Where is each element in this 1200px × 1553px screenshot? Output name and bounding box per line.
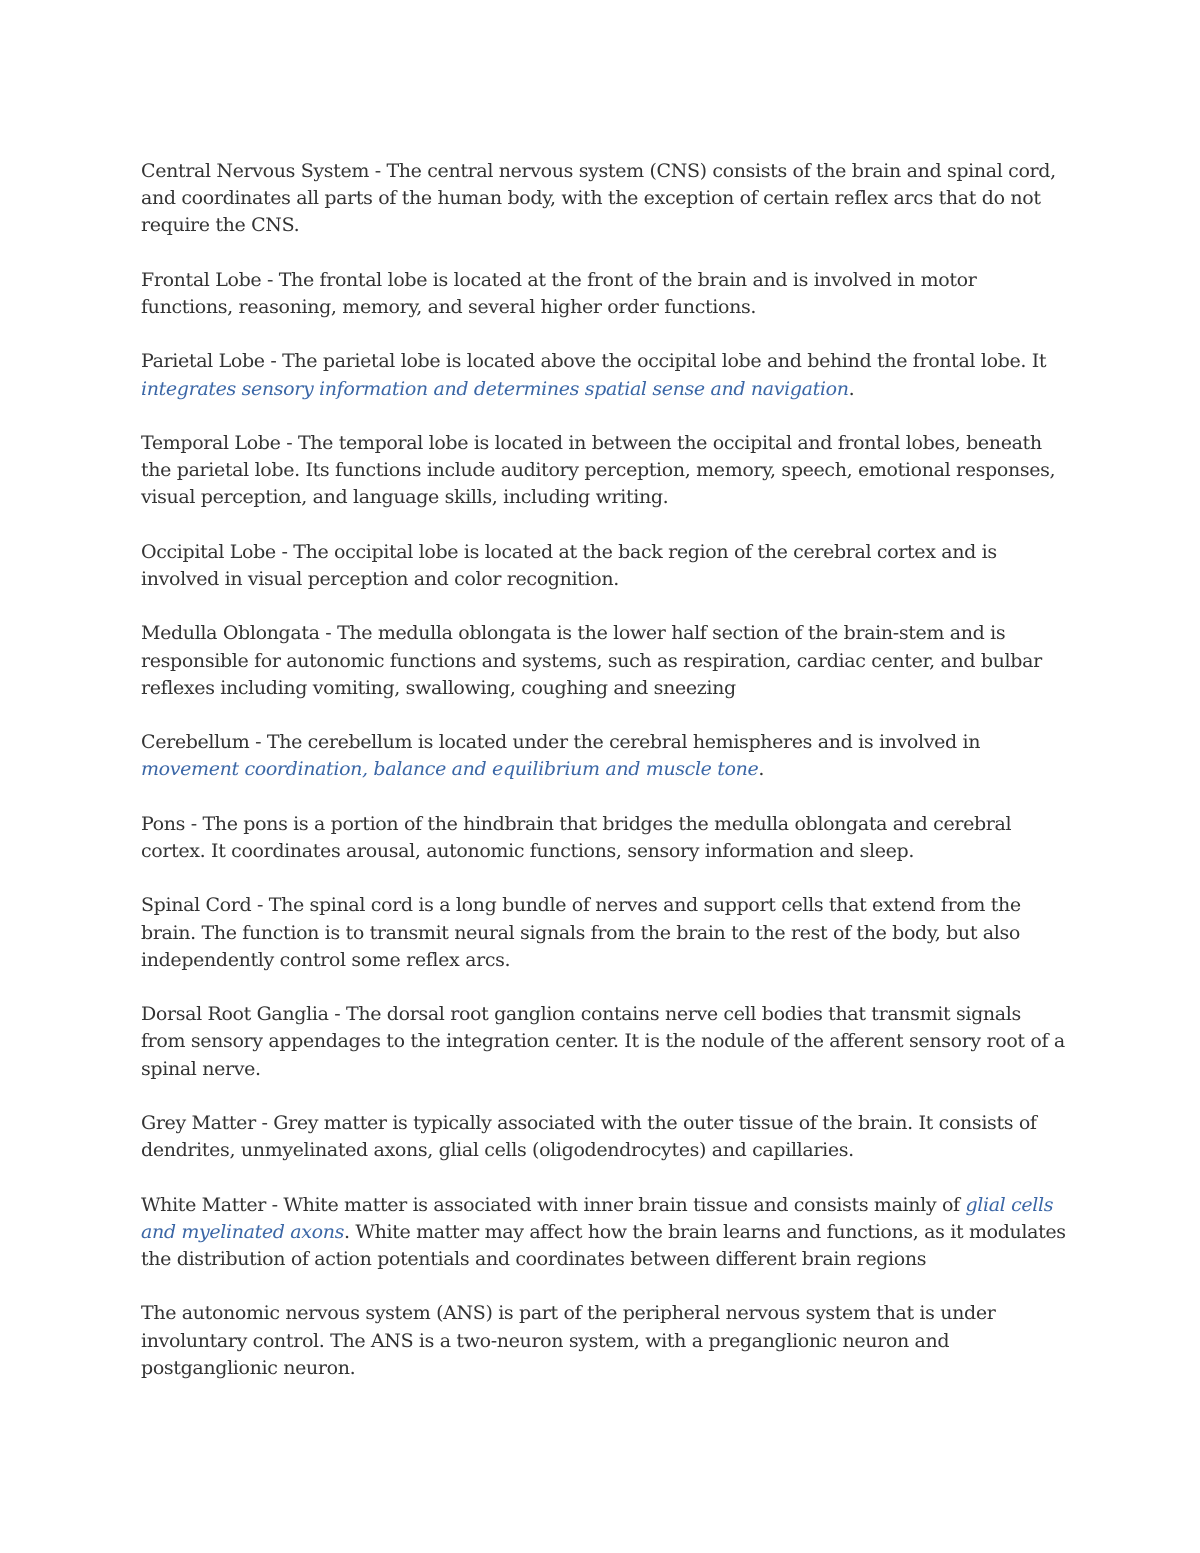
paragraph-grey-matter <box>141 1110 1066 1164</box>
paragraph-text: Parietal Lobe - The parietal lobe is located above the occipital lobe and behind the frontal lobe. It <box>141 350 1047 373</box>
paragraph-text: Dorsal Root Ganglia - The dorsal root ganglion contains nerve cell bodies that transmit signals from sensory appendages to the integration center. It is the nodule of the afferent sensory root of a spinal nerve. <box>141 1003 1065 1080</box>
paragraph-tail: . <box>758 758 765 781</box>
paragraph-spinal-cord <box>141 892 1066 974</box>
paragraph-dorsal-root-ganglia <box>141 1001 1066 1083</box>
paragraph-autonomic-nervous-system <box>141 1300 1066 1382</box>
paragraph-text: Central Nervous System - The central nervous system (CNS) consists of the brain and spinal cord, and coordinates all parts of the human body, with the exception of certain reflex arcs that do not require the CNS. <box>141 160 1056 237</box>
paragraph-occipital-lobe <box>141 539 1066 593</box>
paragraph-text: Frontal Lobe - The frontal lobe is located at the front of the brain and is involved in motor functions, reasoning, memory, and several higher order functions. <box>141 268 977 318</box>
paragraph-text: Grey Matter - Grey matter is typically associated with the outer tissue of the brain. It consists of dendrites, unmyelinated axons, glial cells (oligodendrocytes) and capillaries. <box>141 1111 1037 1162</box>
paragraph-tail: . <box>848 377 855 400</box>
highlighted-text: glial cells and myelinated axons <box>141 1193 1054 1243</box>
paragraph-temporal-lobe <box>141 430 1066 512</box>
paragraph-text: Medulla Oblongata - The medulla oblongata is the lower half section of the brain-stem and is responsible for autonomic functions and systems, such as respiration, cardiac center, and bulbar reflexes including vomiting, swallowing, coughing and sneezing <box>141 622 1042 699</box>
paragraph-text: Pons - The pons is a portion of the hindbrain that bridges the medulla oblongata and cerebral cortex. It coordinates arousal, autonomic functions, sensory information and sleep. <box>141 812 1012 862</box>
document-body <box>141 158 1066 1409</box>
paragraph-frontal-lobe <box>141 267 1066 321</box>
paragraph-text: Spinal Cord - The spinal cord is a long bundle of nerves and support cells that extend from the brain. The function is to transmit neural signals from the brain to the rest of the body, but also independently control some reflex arcs. <box>141 894 1021 971</box>
paragraph-text: Occipital Lobe - The occipital lobe is located at the back region of the cerebral cortex and is involved in visual perception and color recognition. <box>141 540 997 590</box>
paragraph-text: The autonomic nervous system (ANS) is part of the peripheral nervous system that is under involuntary control. The ANS is a two-neuron system, with a preganglionic neuron and postganglionic neuron. <box>141 1302 996 1379</box>
paragraph-white-matter <box>141 1192 1066 1274</box>
paragraph-text: Cerebellum - The cerebellum is located under the cerebral hemispheres and is involved in <box>141 731 981 754</box>
paragraph-parietal-lobe <box>141 348 1066 402</box>
paragraph-tail: . White matter may affect how the brain learns and functions, as it modulates the distribution of action potentials and coordinates between different brain regions <box>141 1220 1066 1270</box>
highlighted-text: integrates sensory information and determines spatial sense and navigation <box>141 377 849 400</box>
paragraph-medulla-oblongata <box>141 620 1066 702</box>
highlighted-text: movement coordination, balance and equilibrium and muscle tone <box>141 758 759 781</box>
paragraph-text: Temporal Lobe - The temporal lobe is located in between the occipital and frontal lobes, beneath the parietal lobe. Its functions include auditory perception, memory, speech, emotional responses, visual perception, and language skills, including writing. <box>141 431 1056 509</box>
paragraph-central-nervous-system <box>141 158 1066 240</box>
paragraph-cerebellum <box>141 729 1066 783</box>
paragraph-pons <box>141 811 1066 865</box>
paragraph-text: White Matter - White matter is associated with inner brain tissue and consists mainly of <box>141 1193 966 1216</box>
